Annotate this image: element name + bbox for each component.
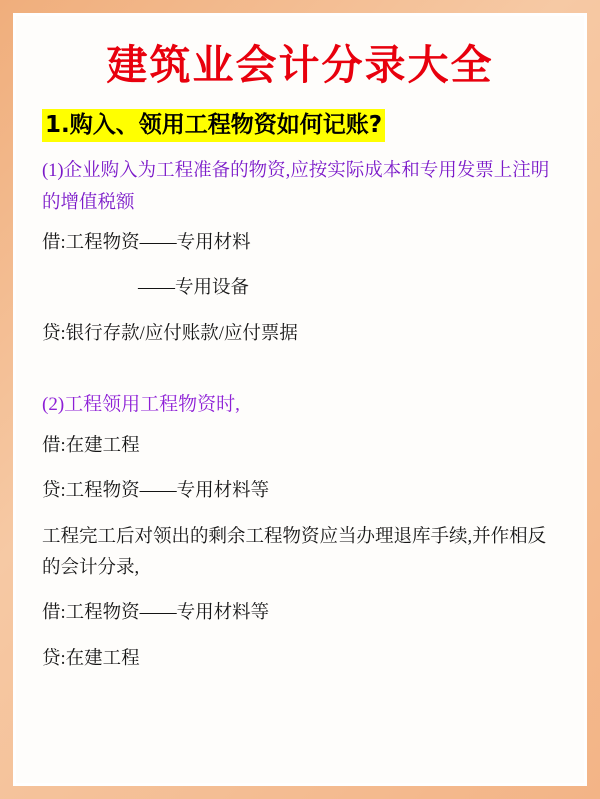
block-spacer [42,364,558,390]
journal-entry-debit-1: 借:工程物资——专用材料 [42,232,251,253]
sub-point-1: (1)企业购入为工程准备的物资,应按实际成本和专用发票上注明的增值税额 [42,161,550,214]
question-heading-wrap [42,109,558,156]
document-content [16,16,584,783]
journal-entry-credit-2: 贷:工程物资——专用材料等 [42,481,270,502]
sub-point-2: (2)工程领用工程物资时, [42,394,240,416]
page-inner-frame [13,13,587,786]
journal-entry-debit-1b: ——专用设备 [138,278,250,299]
journal-entry-debit-2: 借:在建工程 [42,435,140,456]
journal-entry-credit-1: 贷:银行存款/应付账款/应付票据 [42,323,298,344]
question-heading: 1.购入、领用工程物资如何记账? [42,109,385,142]
journal-entry-debit-3: 借:工程物资——专用材料等 [42,603,270,624]
note-return-materials: 工程完工后对领出的剩余工程物资应当办理退库手续,并作相反的会计分录, [42,526,547,578]
journal-entry-credit-3: 贷:在建工程 [42,648,140,669]
page-title: 建筑业会计分录大全 [106,41,494,89]
